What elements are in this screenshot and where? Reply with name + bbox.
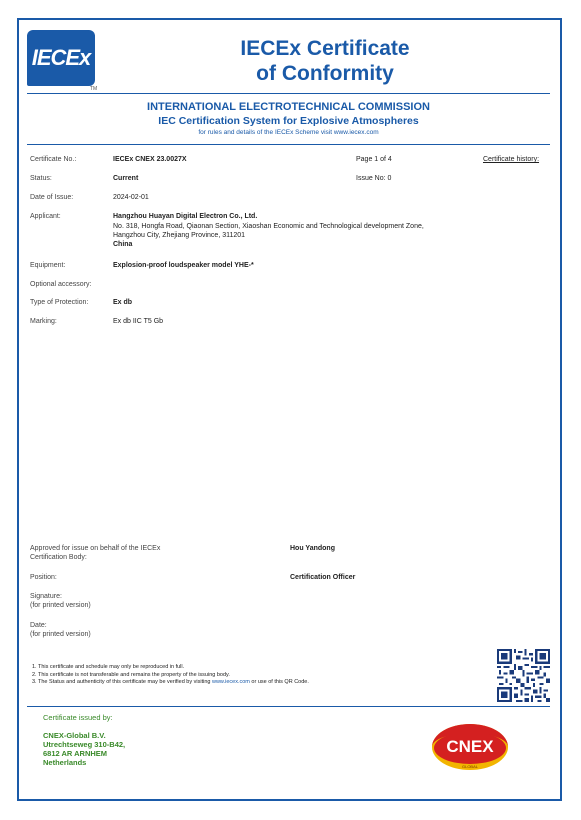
date-value: 2024-02-01 [113,194,149,201]
status-label: Status: [30,175,52,182]
date-signed-label: Date: (for printed version) [30,622,91,638]
approver-name: Hou Yandong [290,545,335,552]
issuer-label: Certificate issued by: [43,713,113,722]
header-divider-top [27,93,550,94]
applicant-name: Hangzhou Huayan Digital Electron Co., Ltd. [113,213,258,220]
cnex-logo [430,722,510,772]
certificate-title: IECEx Certificate of Conformity [240,37,410,85]
applicant-country: China [113,241,133,248]
issuer-address: CNEX-Global B.V. Utrechtseweg 310-B42, 6812 AR ARNHEM Netherlands [43,731,126,767]
equipment-label: Equipment: [30,262,66,269]
iecex-logo: IECEx [27,30,95,86]
org-name: INTERNATIONAL ELECTROTECHNICAL COMMISSION [147,101,430,113]
qr-code[interactable] [497,649,550,702]
applicant-address-2: Hangzhou City, Zhejiang Province, 311201 [113,232,246,239]
protection-label: Type of Protection: [30,299,89,306]
certificate-history-link[interactable]: Certificate history: [483,156,540,163]
marking-label: Marking: [30,318,57,325]
optional-accessory-label: Optional accessory: [30,281,92,288]
position-value: Certification Officer [290,574,356,581]
iecex-link[interactable]: www.iecex.com [333,129,379,136]
applicant-address-1: No. 318, Hongfa Road, Qiaonan Section, Xiaoshan Economic and Technological development Zone, [113,223,424,230]
cert-no-label: Certificate No.: [30,156,77,163]
signature-label: Signature: (for printed version) [30,593,91,609]
rules-note: for rules and details of the IECEx Scheme visit www.iecex.com [198,129,379,136]
issue-no: Issue No: 0 [356,175,392,182]
approved-label: Approved for issue on behalf of the IECEx Certification Body: [30,545,161,561]
header-divider-bottom [27,144,550,145]
equipment-value: Explosion-proof loudspeaker model YHE-* [113,262,254,269]
footnotes: 1. This certificate and schedule may only be reproduced in full. 2. This certificate is not transferable and remains the property of the issuing body. 3. The Status and authenticity of this certificate may be verified by visiting www.iecex.com or use of this QR Code. [32,664,309,685]
logo-trademark: TM [90,86,98,92]
marking-value: Ex db IIC T5 Gb [113,318,164,325]
position-label: Position: [30,574,57,581]
scheme-name: IEC Certification System for Explosive Atmospheres [158,115,419,127]
applicant-label: Applicant: [30,213,61,220]
page-indicator: Page 1 of 4 [356,156,392,163]
cert-no-value: IECEx CNEX 23.0027X [113,156,187,163]
cnex-logo-sub: GLOBAL [461,764,479,769]
status-value: Current [113,175,139,182]
verify-link[interactable]: www.iecex.com [211,679,250,685]
cnex-logo-text: CNEX [446,737,494,756]
footer-divider [27,706,550,707]
protection-value: Ex db [113,299,133,306]
date-label: Date of Issue: [30,194,74,201]
